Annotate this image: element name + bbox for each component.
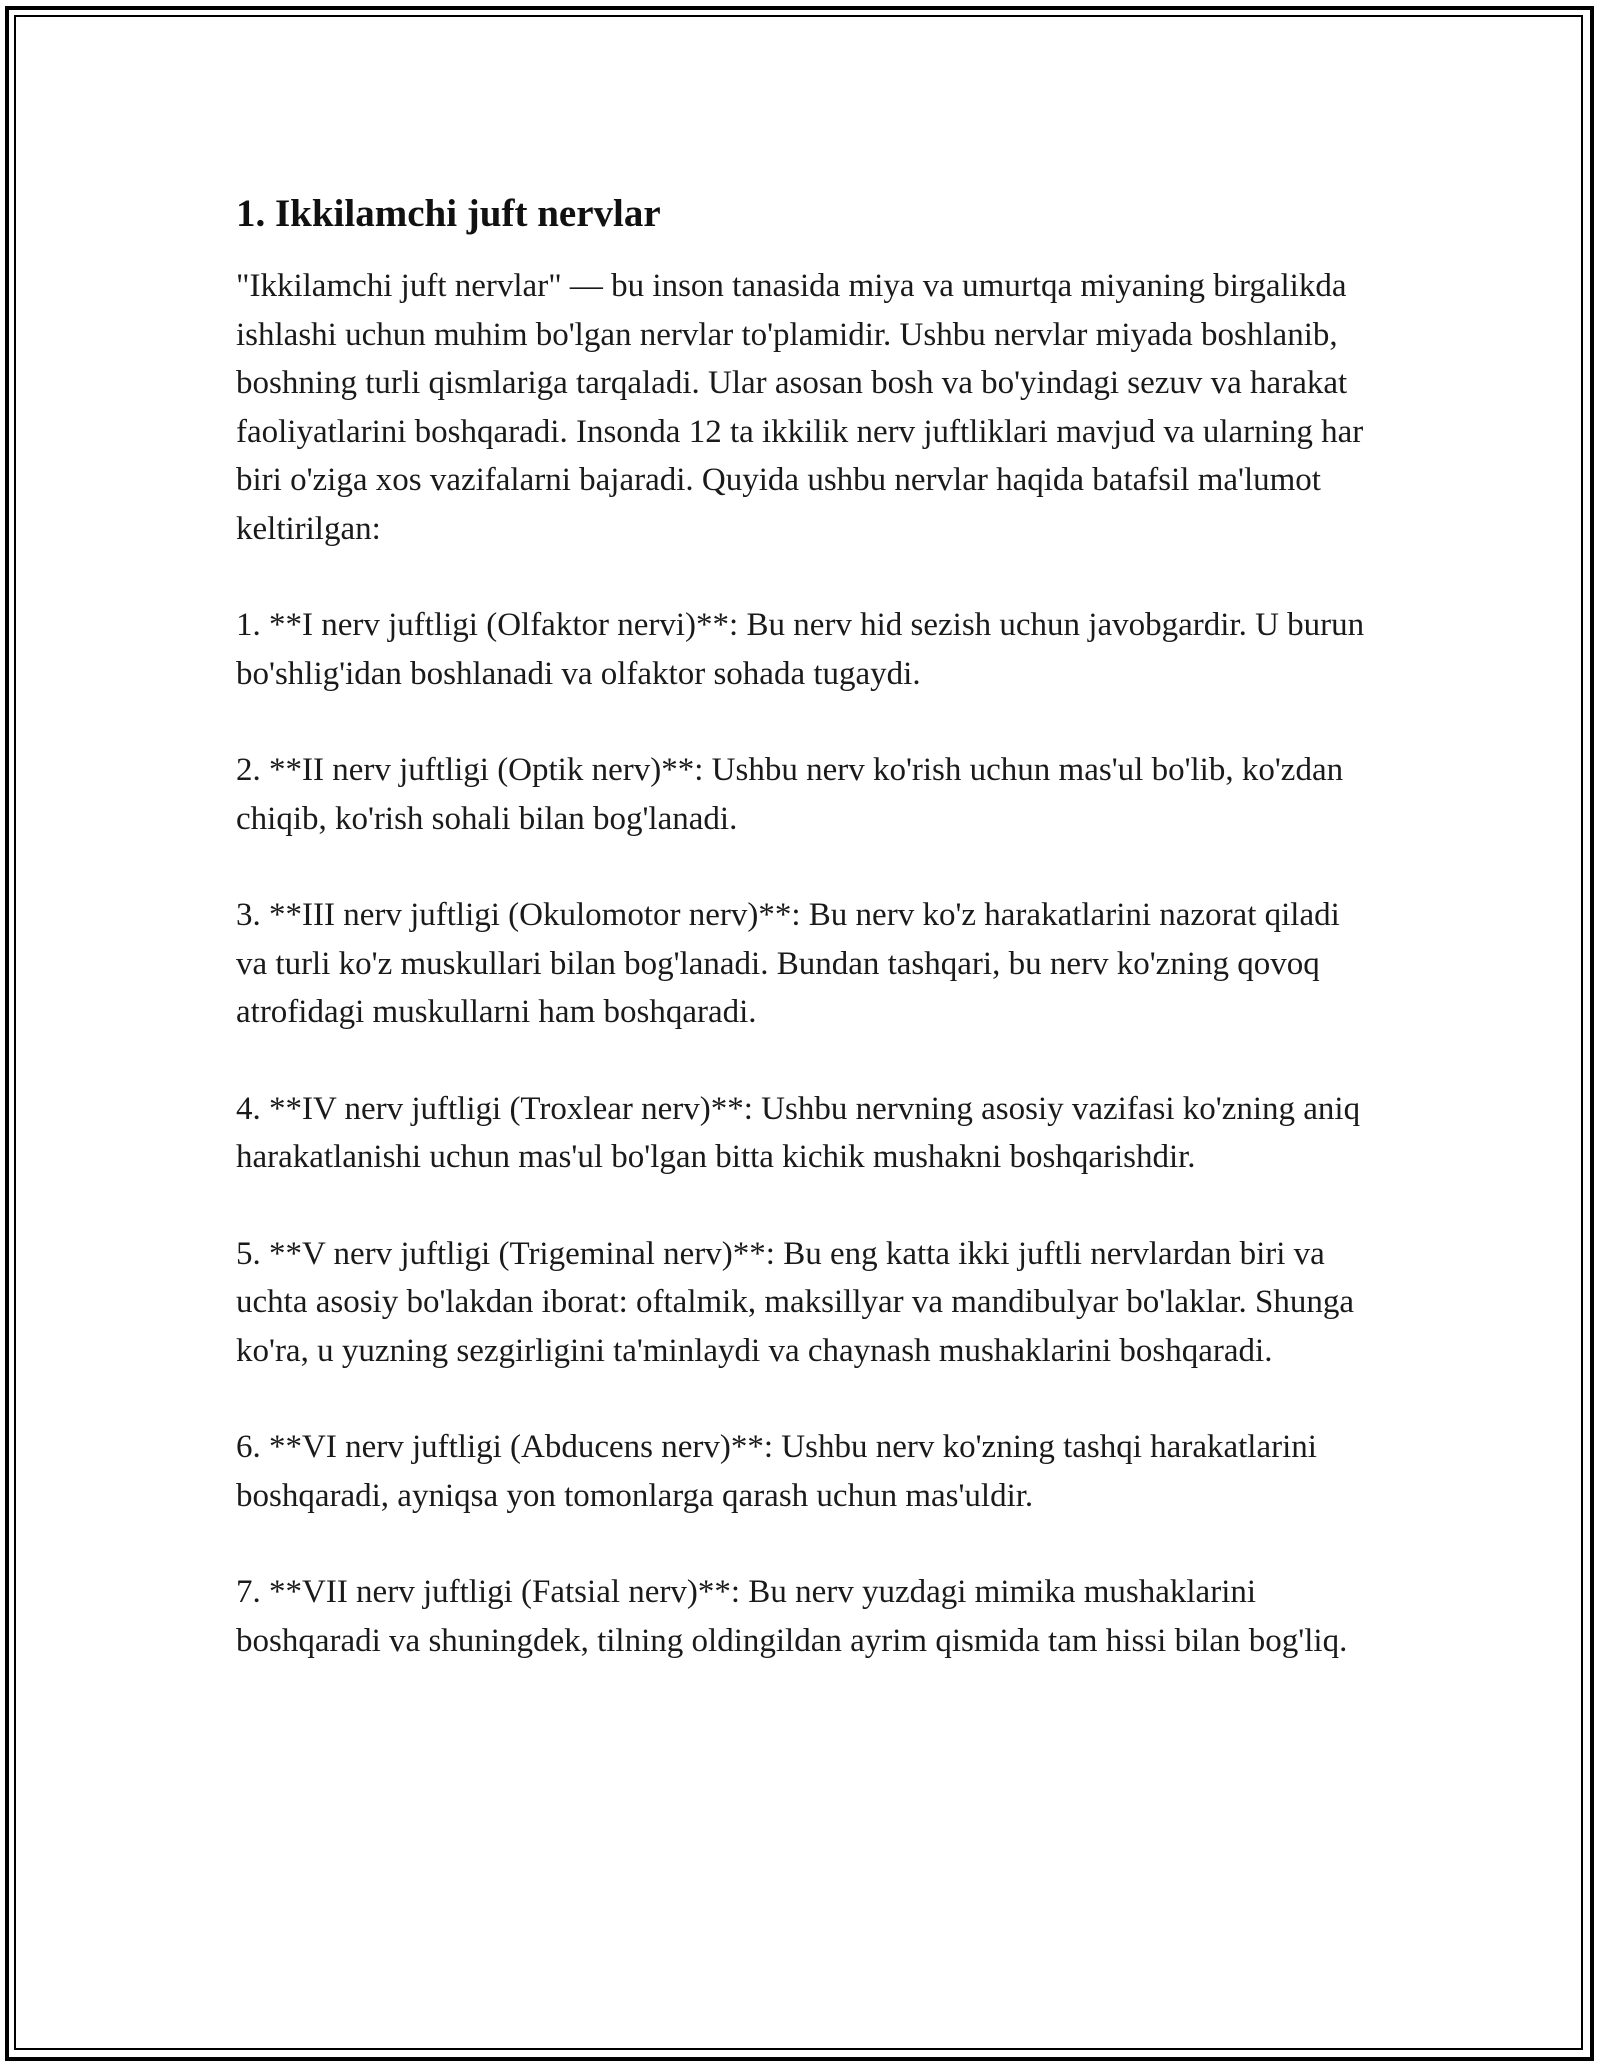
intro-paragraph: "Ikkilamchi juft nervlar" — bu inson tanasida miya va umurtqa miyaning birgalikda ishlashi uchun muhim bo'lgan nervlar to'plamidir. Ushbu nervlar miyada boshlanib, boshning turli qismlariga tarqaladi. Ular asosan bosh va bo'yindagi sezuv va harakat faoliyatlarini boshqaradi. Insonda 12 ta ikkilik nerv juftliklari mavjud va ularning har biri o'ziga xos vazifalarni bajaradi. Quyida ushbu nervlar haqida batafsil ma'lumot keltirilgan:: [236, 268, 1364, 547]
nerve-item-1: 1. **I nerv juftligi (Olfaktor nervi)**: Bu nerv hid sezish uchun javobgardir. U burun bo'shlig'idan boshlanadi va olfaktor sohada tugaydi.: [236, 607, 1365, 692]
document-title: 1. Ikkilamchi juft nervlar: [236, 192, 661, 235]
nerve-item-4: 4. **IV nerv juftligi (Troxlear nerv)**: Ushbu nervning asosiy vazifasi ko'zning aniq harakatlanishi uchun mas'ul bo'lgan bitta kichik mushakni boshqarishdir.: [236, 1090, 1361, 1175]
nerve-item-5: 5. **V nerv juftligi (Trigeminal nerv)**: Bu eng katta ikki juftli nervlardan biri va uchta asosiy bo'lakdan iborat: oftalmik, maksillyar va mandibulyar bo'laklar. Shunga ko'ra, u yuzning sezgirligini ta'minlaydi va chaynash mushaklarini boshqaradi.: [236, 1235, 1355, 1369]
nerve-item-3: 3. **III nerv juftligi (Okulomotor nerv)**: Bu nerv ko'z harakatlarini nazorat qiladi va turli ko'z muskullari bilan bog'lanadi. Bundan tashqari, bu nerv ko'zning qovoq atrofidagi muskullarni ham boshqaradi.: [236, 897, 1340, 1030]
nerve-item-2: 2. **II nerv juftligi (Optik nerv)**: Ushbu nerv ko'rish uchun mas'ul bo'lib, ko'zdan chiqib, ko'rish sohali bilan bog'lanadi.: [236, 752, 1344, 837]
nerve-item-6: 6. **VI nerv juftligi (Abducens nerv)**: Ushbu nerv ko'zning tashqi harakatlarini boshqaradi, ayniqsa yon tomonlarga qarash uchun mas'uldir.: [236, 1429, 1317, 1514]
document-body: [236, 186, 1376, 1665]
nerve-item-7: 7. **VII nerv juftligi (Fatsial nerv)**: Bu nerv yuzdagi mimika mushaklarini boshqaradi va shuningdek, tilning oldingildan ayrim qismida tam hissi bilan bog'liq.: [236, 1574, 1348, 1659]
